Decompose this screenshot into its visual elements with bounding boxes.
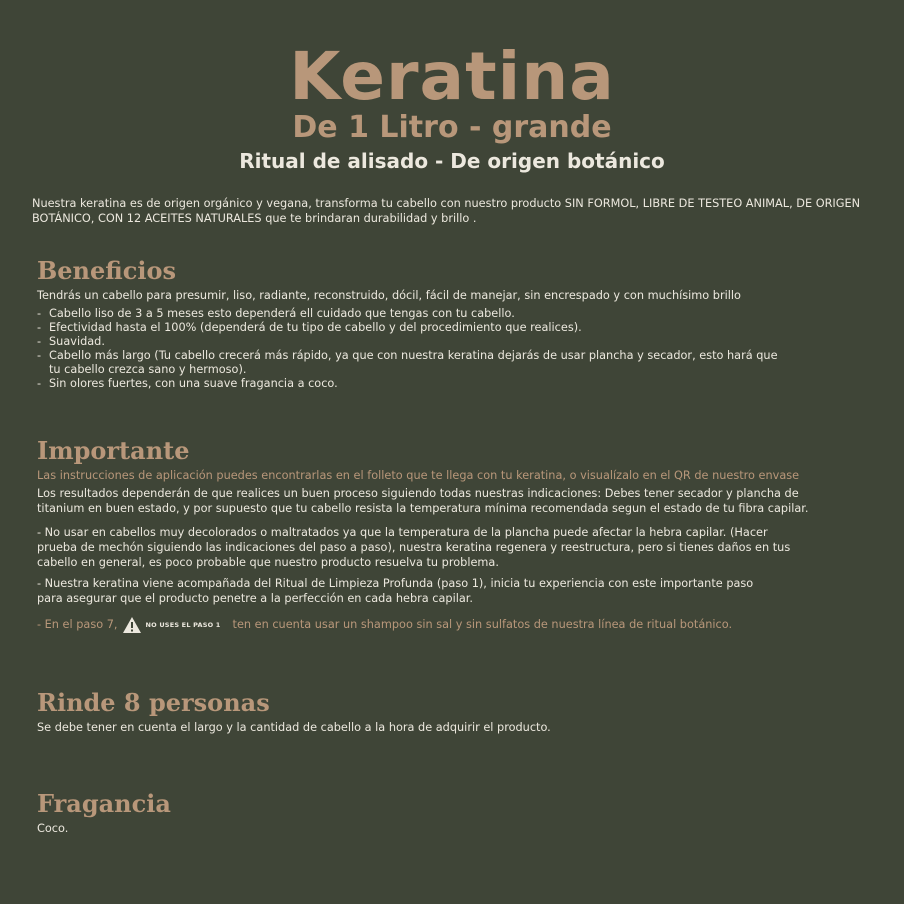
list-item: - Sin olores fuertes, con una suave fragancia a coco. <box>37 377 782 391</box>
product-tagline: Ritual de alisado - De origen botánico <box>239 149 665 173</box>
section-title-beneficios: Beneficios <box>37 256 176 285</box>
beneficios-list <box>37 307 782 391</box>
header <box>0 38 904 178</box>
warning-prefix: - En el paso 7, <box>37 618 118 631</box>
rinde-text: Se debe tener en cuenta el largo y la cantidad de cabello a la hora de adquirir el producto. <box>37 721 551 734</box>
warning-suffix: ten en cuenta usar un shampoo sin sal y sin sulfatos de nuestra línea de ritual botánico. <box>232 618 733 631</box>
section-importante <box>37 436 877 635</box>
list-item: - Cabello liso de 3 a 5 meses esto dependerá ell cuidado que tengas con tu cabello. <box>37 307 782 321</box>
product-size: De 1 Litro - grande <box>292 110 612 145</box>
section-rinde <box>37 688 877 735</box>
section-beneficios <box>37 256 877 391</box>
section-title-importante: Importante <box>37 436 190 465</box>
instructions-note: Las instrucciones de aplicación puedes encontrarlas en el folleto que te llega con tu keratina, o visualízalo en el QR de nuestro envase <box>37 469 800 482</box>
warning-line <box>37 615 877 635</box>
list-item: - Cabello más largo (Tu cabello crecerá más rápido, ya que con nuestra keratina dejarás de usar plancha y secador, esto hará que tu cabello crezca sano y hermoso). <box>37 349 782 377</box>
warning-triangle-icon <box>122 616 142 634</box>
importante-paragraph-1: Los resultados dependerán de que realices un buen proceso siguiendo todas nuestras indicaciones: Debes tener secador y plancha de titanium en buen estado, y por supuesto que tu cabello resista la temperatura mínima recomendada segun el estado de tu fibra capilar. <box>37 487 809 515</box>
intro-text: Nuestra keratina es de origen orgánico y vegana, transforma tu cabello con nuestro producto SIN FORMOL, LIBRE DE TESTEO ANIMAL, DE ORIGEN BOTÁNICO, CON 12 ACEITES NATURALES que te brindaran durabilidad y brillo . <box>32 197 861 225</box>
section-fragancia <box>37 789 877 836</box>
fragancia-text: Coco. <box>37 822 69 835</box>
section-title-fragancia: Fragancia <box>37 789 171 818</box>
warning-badge: NO USES EL PASO 1 <box>145 621 221 629</box>
importante-paragraph-3: - Nuestra keratina viene acompañada del Ritual de Limpieza Profunda (paso 1), inicia tu experiencia con este importante paso para asegurar que el producto penetre a la perfección en cada hebra capilar. <box>37 577 754 605</box>
list-item: - Suavidad. <box>37 335 782 349</box>
beneficios-lead: Tendrás un cabello para presumir, liso, radiante, reconstruido, dócil, fácil de manejar, sin encrespado y con muchísimo brillo <box>37 289 741 302</box>
importante-paragraph-2: - No usar en cabellos muy decolorados o maltratados ya que la temperatura de la plancha puede afectar la hebra capilar. (Hacer prueba de mechón siguiendo las indicaciones del paso a paso), nuestra keratina regenera y reestructura, pero si tienes daños en tus cabello en general, es poco probable que nuestro producto resuelva tu problema. <box>37 526 791 569</box>
section-title-rinde: Rinde 8 personas <box>37 688 270 717</box>
list-item: - Efectividad hasta el 100% (dependerá de tu tipo de cabello y del procedimiento que realices). <box>37 321 782 335</box>
page-title: Keratina <box>289 38 615 115</box>
